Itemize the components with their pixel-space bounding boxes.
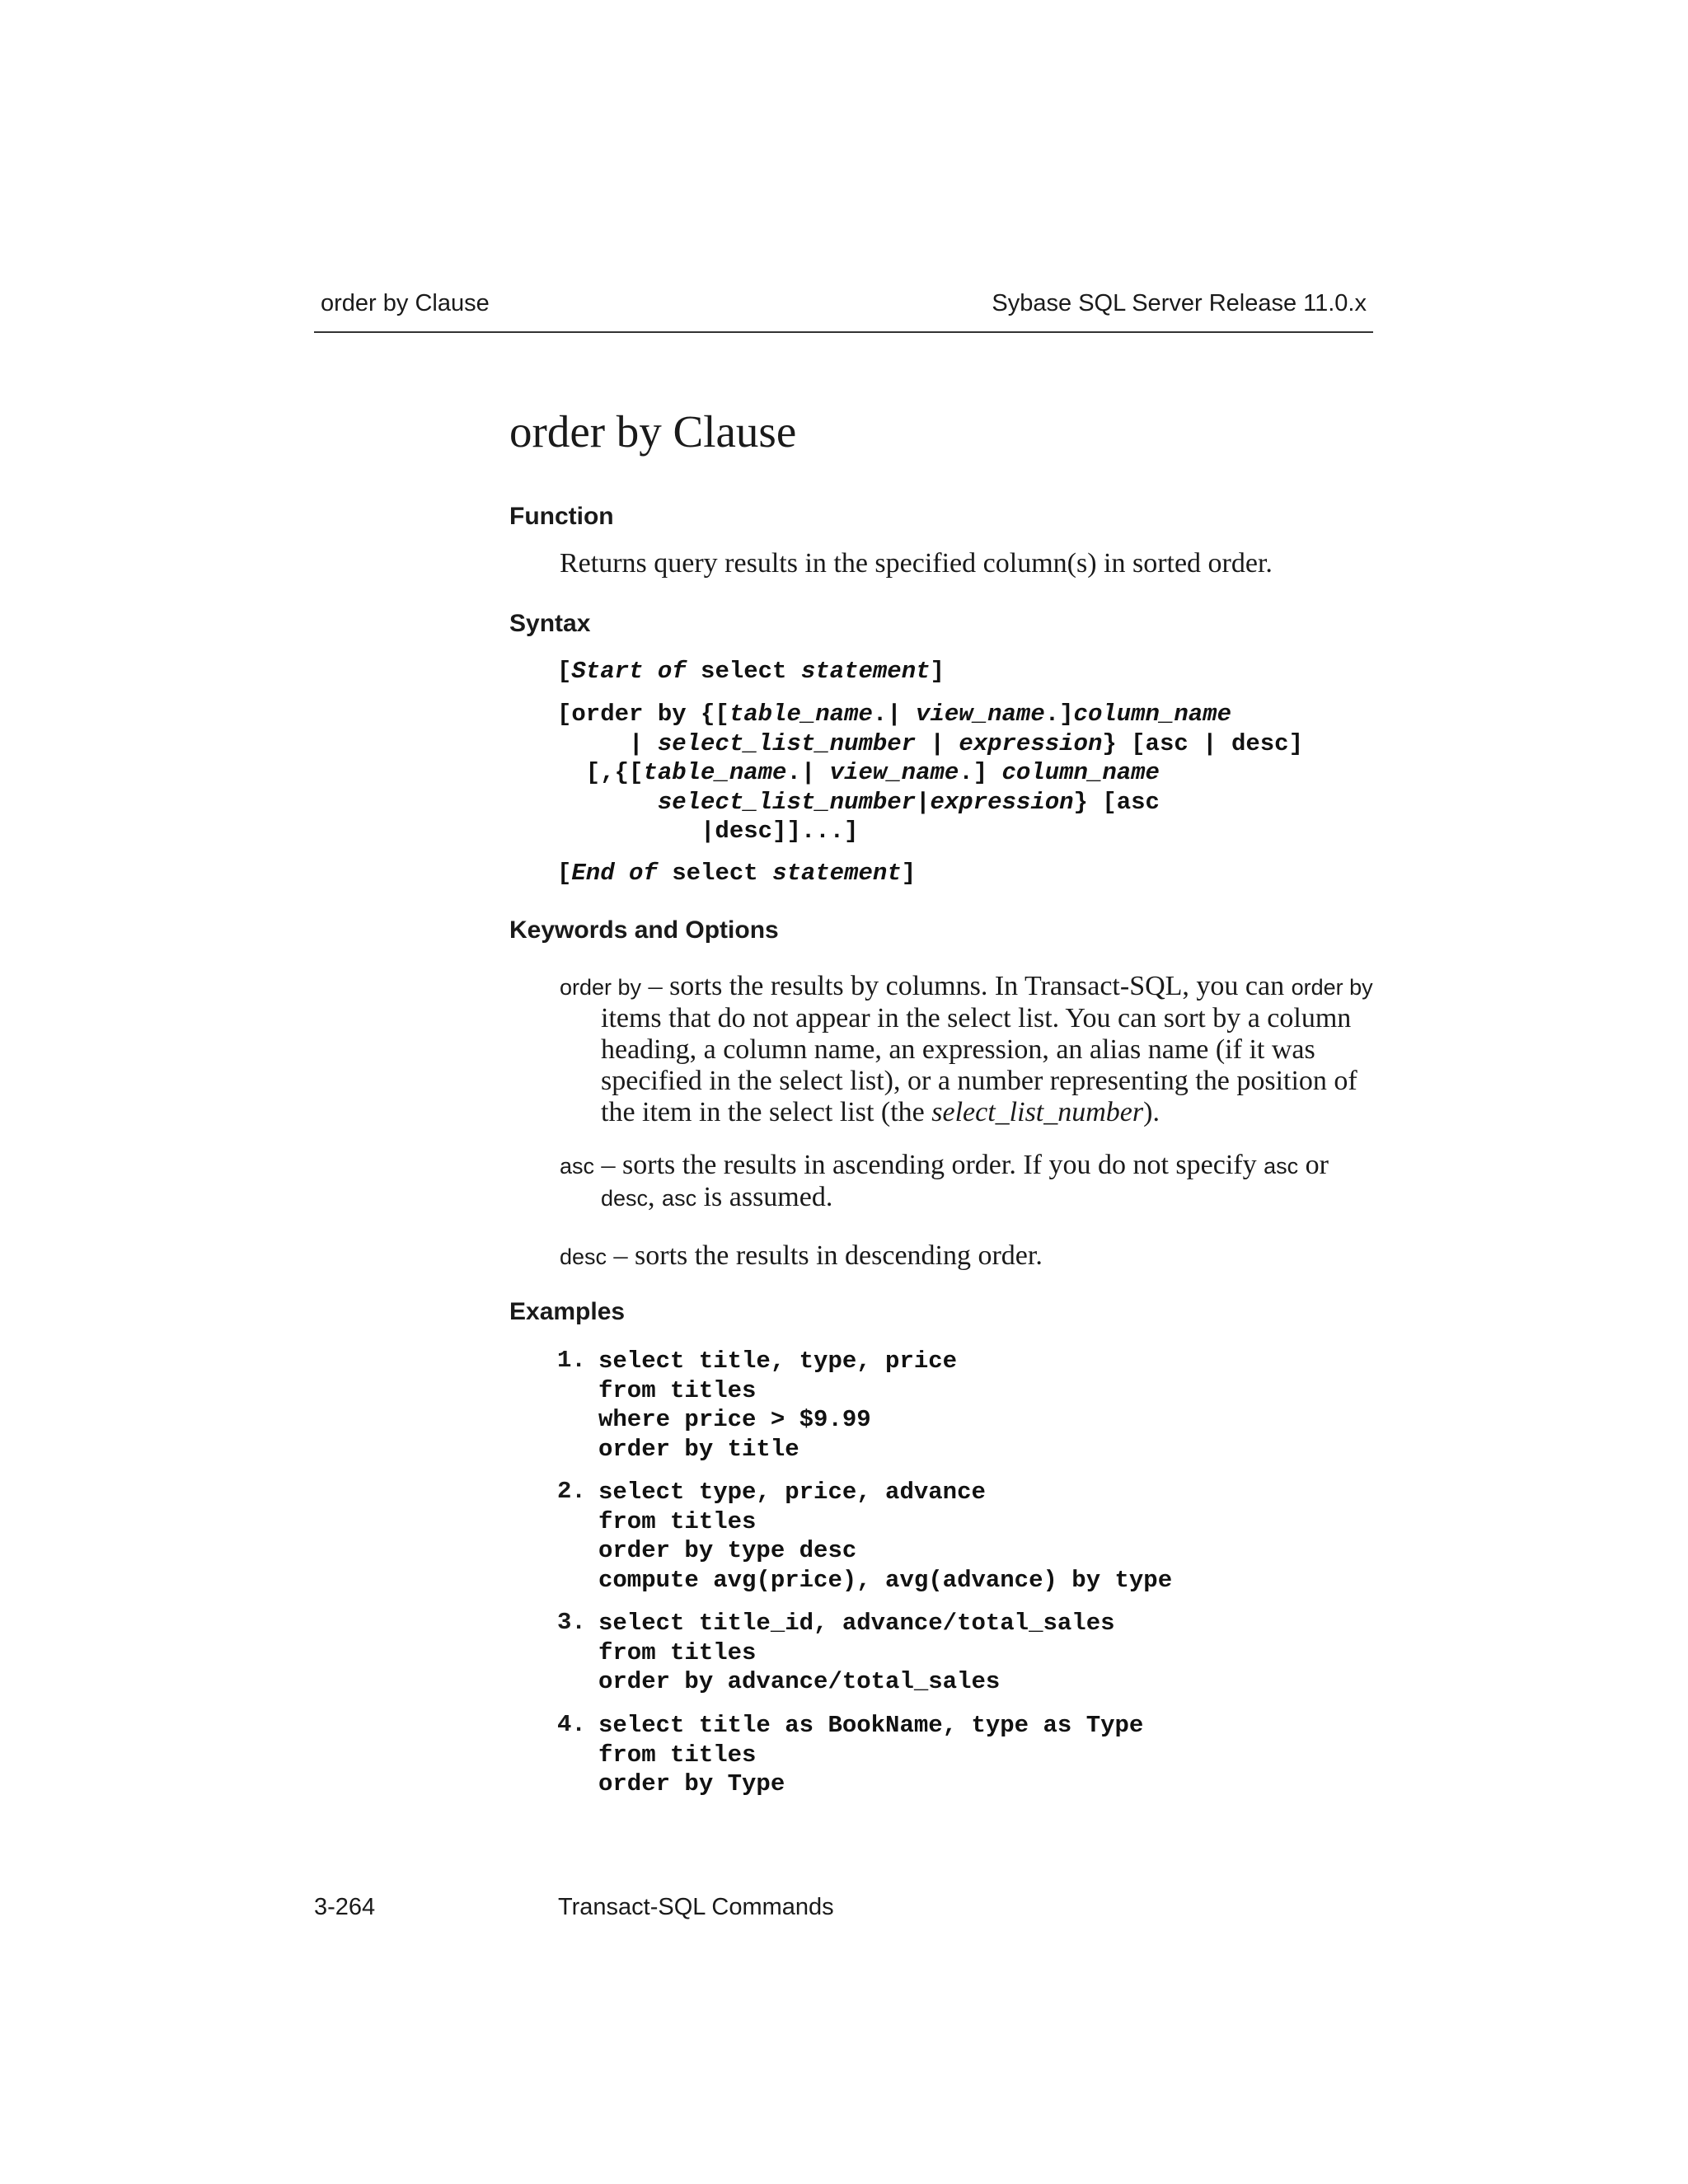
function-text: Returns query results in the specified column(s) in sorted order. xyxy=(560,548,1273,579)
keywords-heading: Keywords and Options xyxy=(509,916,779,944)
keyword-text: – sorts the results by columns. In Transact-SQL, you can xyxy=(641,971,1292,1001)
keyword-inline-term: asc xyxy=(662,1186,697,1211)
keyword-inline-term: asc xyxy=(1264,1154,1299,1179)
keyword-term: desc xyxy=(560,1244,607,1269)
page-title: order by Clause xyxy=(509,406,797,457)
syntax-end: [End of select statement] xyxy=(557,860,917,887)
keyword-text: or xyxy=(1298,1150,1329,1180)
keyword-inline-term: desc xyxy=(601,1186,649,1211)
syntax-start: [Start of select statement] xyxy=(557,658,945,685)
example-number: 3. xyxy=(557,1609,586,1636)
keyword-inline-term: order by xyxy=(1291,975,1373,1000)
page-number: 3-264 xyxy=(314,1894,376,1920)
header-chapter: order by Clause xyxy=(321,290,490,316)
example-number: 4. xyxy=(557,1711,586,1738)
example-code: select title, type, price from titles where price > $9.99 order by title xyxy=(598,1347,958,1463)
examples-heading: Examples xyxy=(509,1298,626,1325)
keyword-text: ). xyxy=(1143,1097,1160,1127)
keyword-emphasis: select_list_number xyxy=(931,1097,1144,1127)
footer-section: Transact-SQL Commands xyxy=(558,1894,834,1920)
keyword-text: – sorts the results in ascending order. If you do not specify xyxy=(594,1150,1264,1180)
keyword-order-by xyxy=(560,971,1376,1128)
keyword-text: items that do not appear in the select list. You can sort by a column heading, a column name, an expression, an alias name (if it was specified in the select list), or a number representing the position of the item in the select list (the xyxy=(601,1003,1357,1127)
keyword-asc xyxy=(560,1150,1376,1214)
keyword-term: asc xyxy=(560,1154,595,1179)
keyword-text: – sorts the results in descending order. xyxy=(607,1240,1043,1271)
keyword-text: is assumed. xyxy=(696,1182,833,1212)
example-code: select title_id, advance/total_sales from titles order by advance/total_sales xyxy=(598,1610,1115,1695)
header-product: Sybase SQL Server Release 11.0.x xyxy=(992,290,1367,316)
example-number: 2. xyxy=(557,1478,586,1505)
syntax-heading: Syntax xyxy=(509,610,591,637)
keyword-term: order by xyxy=(560,975,642,1000)
keyword-desc xyxy=(560,1240,1376,1272)
function-heading: Function xyxy=(509,503,614,530)
syntax-order-by: [order by {[table_name.| view_name.]column_name | select_list_number | expression} [asc | desc] [,{[table_name.| view_name.] column_name select_list_number|expression} [asc |desc]]...] xyxy=(557,701,1303,845)
running-header xyxy=(314,288,1373,333)
example-code: select type, price, advance from titles order by type desc compute avg(price), avg(advance) by type xyxy=(598,1479,1173,1594)
example-code: select title as BookName, type as Type from titles order by Type xyxy=(598,1712,1144,1797)
example-number: 1. xyxy=(557,1347,586,1374)
keyword-text: , xyxy=(648,1182,663,1212)
